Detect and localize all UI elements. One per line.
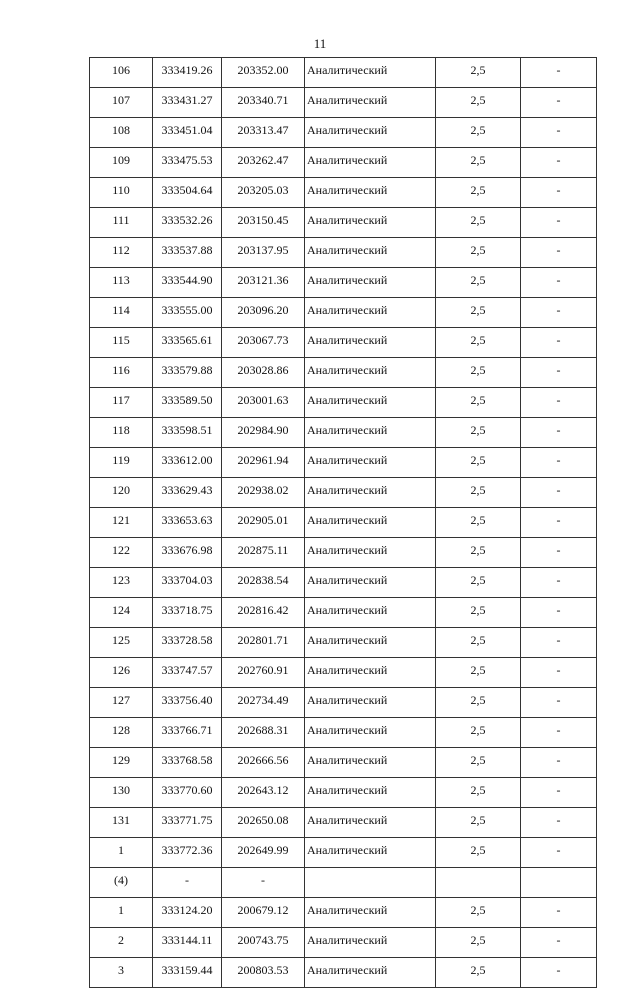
point-number-cell: 125 (90, 628, 153, 658)
coordinates-table (89, 57, 597, 988)
point-number-cell: 114 (90, 298, 153, 328)
x-coordinate-cell: 333629.43 (153, 478, 222, 508)
method-cell: Аналитический (305, 778, 436, 808)
accuracy-cell: 2,5 (436, 88, 521, 118)
method-cell: Аналитический (305, 718, 436, 748)
point-number-cell: 115 (90, 328, 153, 358)
accuracy-cell: 2,5 (436, 148, 521, 178)
y-coordinate-cell: 202938.02 (222, 478, 305, 508)
method-cell: Аналитический (305, 478, 436, 508)
point-number-cell: 111 (90, 208, 153, 238)
note-cell: - (521, 808, 597, 838)
x-coordinate-cell: 333756.40 (153, 688, 222, 718)
x-coordinate-cell: 333653.63 (153, 508, 222, 538)
point-number-cell: 123 (90, 568, 153, 598)
note-cell: - (521, 688, 597, 718)
y-coordinate-cell: 202734.49 (222, 688, 305, 718)
table-row (90, 418, 597, 448)
y-coordinate-cell: 202984.90 (222, 418, 305, 448)
y-coordinate-cell: 202801.71 (222, 628, 305, 658)
note-cell: - (521, 748, 597, 778)
table-row (90, 238, 597, 268)
point-number-cell: 131 (90, 808, 153, 838)
accuracy-cell: 2,5 (436, 508, 521, 538)
x-coordinate-cell: 333768.58 (153, 748, 222, 778)
accuracy-cell: 2,5 (436, 478, 521, 508)
method-cell: Аналитический (305, 898, 436, 928)
accuracy-cell: 2,5 (436, 898, 521, 928)
note-cell: - (521, 628, 597, 658)
note-cell: - (521, 838, 597, 868)
accuracy-cell (436, 868, 521, 898)
table-row (90, 178, 597, 208)
y-coordinate-cell: 203121.36 (222, 268, 305, 298)
table-body (90, 58, 597, 988)
table-row (90, 928, 597, 958)
table-row (90, 748, 597, 778)
x-coordinate-cell: 333728.58 (153, 628, 222, 658)
method-cell: Аналитический (305, 208, 436, 238)
method-cell: Аналитический (305, 268, 436, 298)
y-coordinate-cell: 202649.99 (222, 838, 305, 868)
table-row (90, 868, 597, 898)
point-number-cell: 1 (90, 838, 153, 868)
point-number-cell: 126 (90, 658, 153, 688)
method-cell: Аналитический (305, 508, 436, 538)
x-coordinate-cell: 333772.36 (153, 838, 222, 868)
note-cell: - (521, 238, 597, 268)
y-coordinate-cell: 203150.45 (222, 208, 305, 238)
table-row (90, 478, 597, 508)
accuracy-cell: 2,5 (436, 298, 521, 328)
note-cell: - (521, 718, 597, 748)
accuracy-cell: 2,5 (436, 808, 521, 838)
accuracy-cell: 2,5 (436, 268, 521, 298)
point-number-cell: 106 (90, 58, 153, 88)
method-cell (305, 868, 436, 898)
point-number-cell: 121 (90, 508, 153, 538)
point-number-cell: (4) (90, 868, 153, 898)
x-coordinate-cell: 333770.60 (153, 778, 222, 808)
accuracy-cell: 2,5 (436, 358, 521, 388)
method-cell: Аналитический (305, 418, 436, 448)
table-row (90, 568, 597, 598)
x-coordinate-cell: 333589.50 (153, 388, 222, 418)
note-cell: - (521, 298, 597, 328)
point-number-cell: 112 (90, 238, 153, 268)
accuracy-cell: 2,5 (436, 58, 521, 88)
x-coordinate-cell: 333419.26 (153, 58, 222, 88)
point-number-cell: 110 (90, 178, 153, 208)
table-row (90, 658, 597, 688)
x-coordinate-cell: 333144.11 (153, 928, 222, 958)
table-row (90, 508, 597, 538)
point-number-cell: 116 (90, 358, 153, 388)
point-number-cell: 119 (90, 448, 153, 478)
method-cell: Аналитический (305, 148, 436, 178)
point-number-cell: 118 (90, 418, 153, 448)
note-cell: - (521, 658, 597, 688)
accuracy-cell: 2,5 (436, 838, 521, 868)
table-row (90, 298, 597, 328)
y-coordinate-cell: 203340.71 (222, 88, 305, 118)
table-row (90, 838, 597, 868)
y-coordinate-cell: 203352.00 (222, 58, 305, 88)
method-cell: Аналитический (305, 688, 436, 718)
note-cell: - (521, 118, 597, 148)
table-row (90, 808, 597, 838)
method-cell: Аналитический (305, 388, 436, 418)
note-cell (521, 868, 597, 898)
accuracy-cell: 2,5 (436, 928, 521, 958)
note-cell: - (521, 448, 597, 478)
x-coordinate-cell: 333676.98 (153, 538, 222, 568)
method-cell: Аналитический (305, 628, 436, 658)
x-coordinate-cell: 333579.88 (153, 358, 222, 388)
y-coordinate-cell: 203028.86 (222, 358, 305, 388)
note-cell: - (521, 358, 597, 388)
method-cell: Аналитический (305, 808, 436, 838)
note-cell: - (521, 598, 597, 628)
method-cell: Аналитический (305, 298, 436, 328)
accuracy-cell: 2,5 (436, 568, 521, 598)
point-number-cell: 1 (90, 898, 153, 928)
x-coordinate-cell: 333124.20 (153, 898, 222, 928)
accuracy-cell: 2,5 (436, 118, 521, 148)
note-cell: - (521, 538, 597, 568)
point-number-cell: 117 (90, 388, 153, 418)
y-coordinate-cell: 203262.47 (222, 148, 305, 178)
method-cell: Аналитический (305, 838, 436, 868)
y-coordinate-cell: 202961.94 (222, 448, 305, 478)
y-coordinate-cell: 203205.03 (222, 178, 305, 208)
note-cell: - (521, 178, 597, 208)
table-row (90, 208, 597, 238)
point-number-cell: 108 (90, 118, 153, 148)
accuracy-cell: 2,5 (436, 238, 521, 268)
x-coordinate-cell: 333504.64 (153, 178, 222, 208)
point-number-cell: 129 (90, 748, 153, 778)
accuracy-cell: 2,5 (436, 208, 521, 238)
accuracy-cell: 2,5 (436, 658, 521, 688)
y-coordinate-cell: 202816.42 (222, 598, 305, 628)
table-row (90, 628, 597, 658)
table-row (90, 448, 597, 478)
table-row (90, 388, 597, 418)
note-cell: - (521, 88, 597, 118)
note-cell: - (521, 778, 597, 808)
accuracy-cell: 2,5 (436, 538, 521, 568)
point-number-cell: 128 (90, 718, 153, 748)
accuracy-cell: 2,5 (436, 778, 521, 808)
table-row (90, 718, 597, 748)
method-cell: Аналитический (305, 88, 436, 118)
x-coordinate-cell: 333704.03 (153, 568, 222, 598)
note-cell: - (521, 148, 597, 178)
table-row (90, 88, 597, 118)
method-cell: Аналитический (305, 568, 436, 598)
method-cell: Аналитический (305, 58, 436, 88)
y-coordinate-cell: 202760.91 (222, 658, 305, 688)
note-cell: - (521, 388, 597, 418)
method-cell: Аналитический (305, 538, 436, 568)
x-coordinate-cell: 333747.57 (153, 658, 222, 688)
table-row (90, 118, 597, 148)
method-cell: Аналитический (305, 928, 436, 958)
note-cell: - (521, 478, 597, 508)
method-cell: Аналитический (305, 118, 436, 148)
accuracy-cell: 2,5 (436, 178, 521, 208)
point-number-cell: 127 (90, 688, 153, 718)
page-number: 11 (313, 36, 327, 51)
accuracy-cell: 2,5 (436, 628, 521, 658)
table-row (90, 148, 597, 178)
table-row (90, 898, 597, 928)
x-coordinate-cell: 333612.00 (153, 448, 222, 478)
y-coordinate-cell: 200679.12 (222, 898, 305, 928)
point-number-cell: 124 (90, 598, 153, 628)
accuracy-cell: 2,5 (436, 958, 521, 988)
y-coordinate-cell: 202905.01 (222, 508, 305, 538)
method-cell: Аналитический (305, 598, 436, 628)
x-coordinate-cell: 333159.44 (153, 958, 222, 988)
y-coordinate-cell: 203067.73 (222, 328, 305, 358)
note-cell: - (521, 208, 597, 238)
y-coordinate-cell: 203313.47 (222, 118, 305, 148)
method-cell: Аналитический (305, 448, 436, 478)
method-cell: Аналитический (305, 748, 436, 778)
y-coordinate-cell: 203137.95 (222, 238, 305, 268)
accuracy-cell: 2,5 (436, 418, 521, 448)
table-row (90, 778, 597, 808)
y-coordinate-cell: - (222, 868, 305, 898)
x-coordinate-cell: 333766.71 (153, 718, 222, 748)
table-row (90, 538, 597, 568)
accuracy-cell: 2,5 (436, 448, 521, 478)
y-coordinate-cell: 203001.63 (222, 388, 305, 418)
note-cell: - (521, 58, 597, 88)
method-cell: Аналитический (305, 958, 436, 988)
table-row (90, 58, 597, 88)
note-cell: - (521, 328, 597, 358)
x-coordinate-cell: 333555.00 (153, 298, 222, 328)
y-coordinate-cell: 202643.12 (222, 778, 305, 808)
x-coordinate-cell: 333565.61 (153, 328, 222, 358)
method-cell: Аналитический (305, 328, 436, 358)
y-coordinate-cell: 202666.56 (222, 748, 305, 778)
method-cell: Аналитический (305, 658, 436, 688)
table-row (90, 688, 597, 718)
y-coordinate-cell: 202688.31 (222, 718, 305, 748)
note-cell: - (521, 898, 597, 928)
x-coordinate-cell: 333451.04 (153, 118, 222, 148)
y-coordinate-cell: 200743.75 (222, 928, 305, 958)
method-cell: Аналитический (305, 358, 436, 388)
table-row (90, 328, 597, 358)
x-coordinate-cell: 333544.90 (153, 268, 222, 298)
point-number-cell: 113 (90, 268, 153, 298)
point-number-cell: 122 (90, 538, 153, 568)
point-number-cell: 2 (90, 928, 153, 958)
accuracy-cell: 2,5 (436, 388, 521, 418)
point-number-cell: 120 (90, 478, 153, 508)
x-coordinate-cell: 333475.53 (153, 148, 222, 178)
point-number-cell: 3 (90, 958, 153, 988)
accuracy-cell: 2,5 (436, 598, 521, 628)
y-coordinate-cell: 200803.53 (222, 958, 305, 988)
table-row (90, 268, 597, 298)
y-coordinate-cell: 202875.11 (222, 538, 305, 568)
x-coordinate-cell: 333537.88 (153, 238, 222, 268)
point-number-cell: 109 (90, 148, 153, 178)
accuracy-cell: 2,5 (436, 328, 521, 358)
x-coordinate-cell: 333598.51 (153, 418, 222, 448)
table-row (90, 598, 597, 628)
table-row (90, 358, 597, 388)
note-cell: - (521, 418, 597, 448)
table-row (90, 958, 597, 988)
y-coordinate-cell: 202650.08 (222, 808, 305, 838)
method-cell: Аналитический (305, 238, 436, 268)
x-coordinate-cell: 333431.27 (153, 88, 222, 118)
x-coordinate-cell: 333771.75 (153, 808, 222, 838)
accuracy-cell: 2,5 (436, 718, 521, 748)
y-coordinate-cell: 203096.20 (222, 298, 305, 328)
note-cell: - (521, 928, 597, 958)
note-cell: - (521, 508, 597, 538)
y-coordinate-cell: 202838.54 (222, 568, 305, 598)
accuracy-cell: 2,5 (436, 748, 521, 778)
accuracy-cell: 2,5 (436, 688, 521, 718)
x-coordinate-cell: 333532.26 (153, 208, 222, 238)
method-cell: Аналитический (305, 178, 436, 208)
note-cell: - (521, 268, 597, 298)
x-coordinate-cell: - (153, 868, 222, 898)
note-cell: - (521, 568, 597, 598)
point-number-cell: 130 (90, 778, 153, 808)
point-number-cell: 107 (90, 88, 153, 118)
note-cell: - (521, 958, 597, 988)
x-coordinate-cell: 333718.75 (153, 598, 222, 628)
